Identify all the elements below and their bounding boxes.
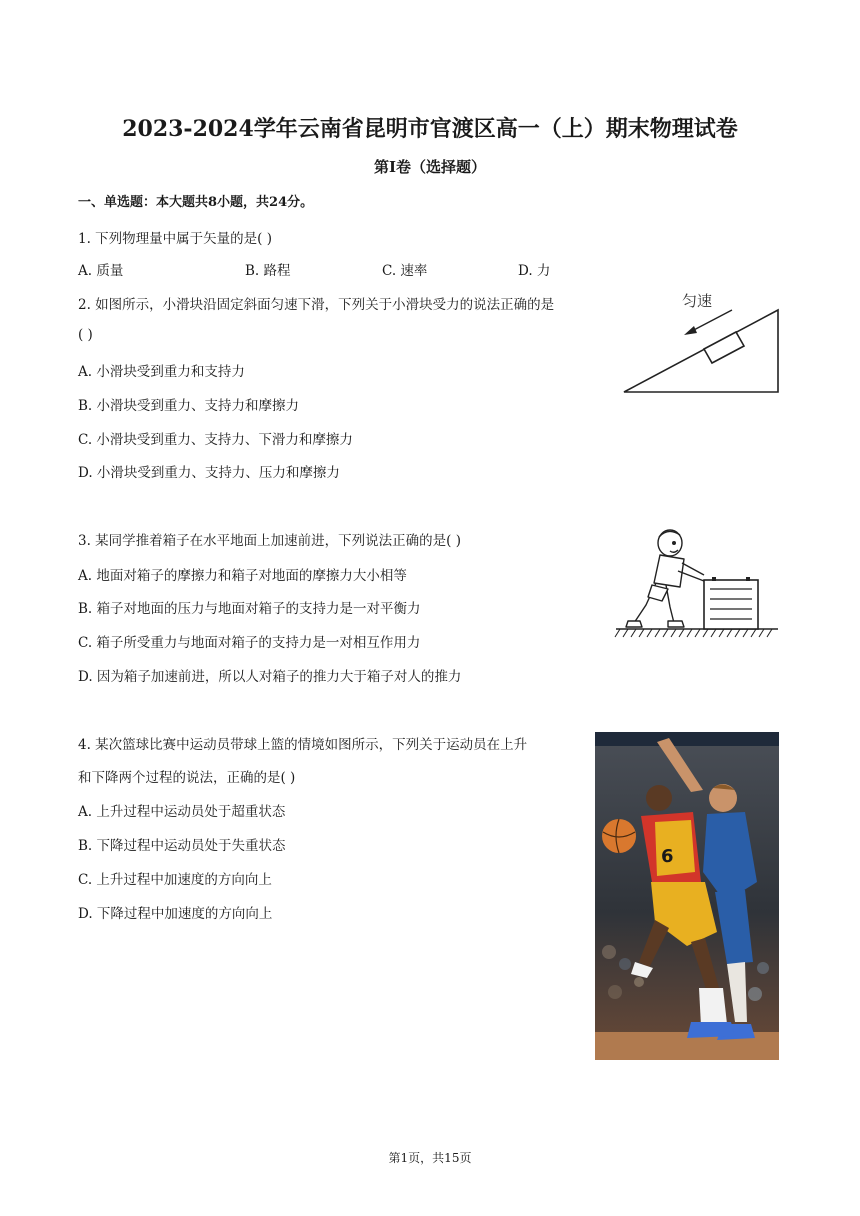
question-2-option-d: D. 小滑块受到重力、支持力、压力和摩擦力 — [78, 465, 340, 481]
sliding-block — [704, 332, 744, 363]
question-2-option-a: A. 小滑块受到重力和支持力 — [78, 364, 245, 380]
question-2-stem-continued: ( ) — [78, 327, 93, 343]
question-3-stem: 3. 某同学推着箱子在水平地面上加速前进，下列说法正确的是( ) — [78, 533, 461, 549]
question-4-option-b: B. 下降过程中运动员处于失重状态 — [78, 838, 286, 854]
question-3-option-a: A. 地面对箱子的摩擦力和箱子对地面的摩擦力大小相等 — [78, 568, 407, 584]
question-4-stem-continued: 和下降两个过程的说法，正确的是( ) — [78, 770, 296, 786]
question-1-stem: 1. 下列物理量中属于矢量的是( ) — [78, 231, 272, 247]
question-2-stem: 2. 如图所示，小滑块沿固定斜面匀速下滑，下列关于小滑块受力的说法正确的是 — [78, 297, 555, 313]
basketball-photo — [595, 732, 779, 1060]
question-1-option-d: D. 力 — [518, 263, 551, 279]
question-3-option-b: B. 箱子对地面的压力与地面对箱子的支持力是一对平衡力 — [78, 601, 421, 617]
basketball-icon — [602, 819, 636, 853]
svg-text:6: 6 — [661, 846, 674, 867]
page-subtitle: 第I卷（选择题） — [373, 158, 487, 176]
incline-figure — [620, 288, 785, 398]
section-heading: 一、单选题：本大题共8小题，共24分。 — [78, 195, 314, 210]
question-4-option-a: A. 上升过程中运动员处于超重状态 — [78, 804, 286, 820]
question-3-option-c: C. 箱子所受重力与地面对箱子的支持力是一对相互作用力 — [78, 635, 421, 651]
question-3-option-d: D. 因为箱子加速前进，所以人对箱子的推力大于箱子对人的推力 — [78, 669, 462, 685]
velocity-arrow — [690, 310, 732, 332]
question-2-option-b: B. 小滑块受到重力、支持力和摩擦力 — [78, 398, 300, 414]
question-1-option-c: C. 速率 — [382, 263, 428, 279]
question-2-option-c: C. 小滑块受到重力、支持力、下滑力和摩擦力 — [78, 432, 353, 448]
uniform-speed-label: 匀速 — [682, 292, 713, 310]
question-4-option-c: C. 上升过程中加速度的方向向上 — [78, 872, 272, 888]
pushing-box-figure — [612, 525, 782, 645]
question-4-option-d: D. 下降过程中加速度的方向向上 — [78, 906, 273, 922]
question-1-option-b: B. 路程 — [245, 263, 291, 279]
arrow-head-icon — [684, 326, 697, 335]
person-drawing — [626, 530, 704, 627]
page-number: 第1页，共15页 — [388, 1151, 472, 1165]
question-4-stem: 4. 某次篮球比赛中运动员带球上篮的情境如图所示，下列关于运动员在上升 — [78, 737, 528, 753]
incline-slope — [624, 310, 778, 392]
question-1-option-a: A. 质量 — [78, 263, 124, 279]
box-drawing — [704, 577, 758, 629]
page-title: 2023-2024学年云南省昆明市官渡区高一（上）期末物理试卷 — [122, 116, 738, 142]
